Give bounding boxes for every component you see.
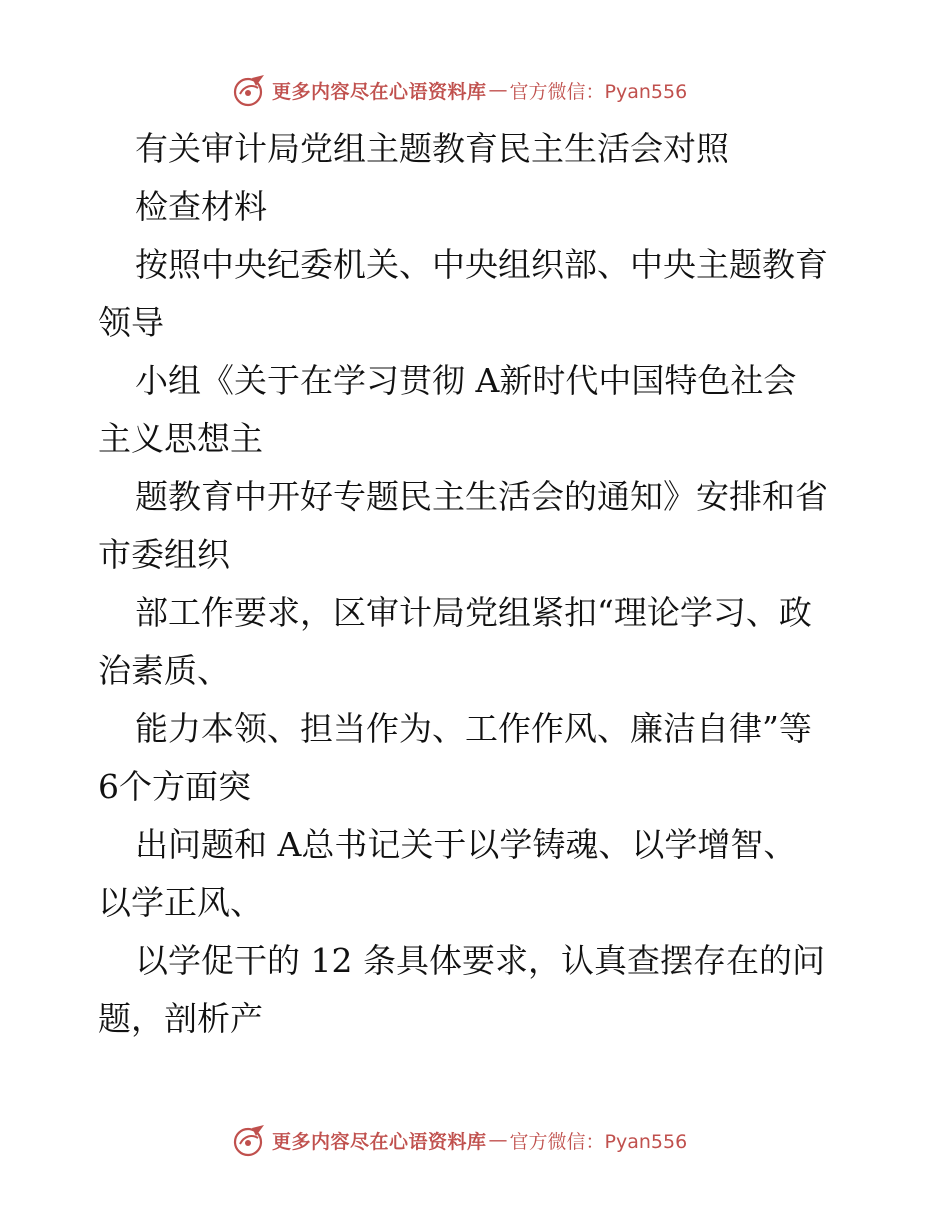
document-line: 小组《关于在学习贯彻 A新时代中国特色社会	[135, 361, 797, 400]
document-body	[98, 120, 858, 1048]
document-line: 题教育中开好专题民主生活会的通知》安排和省	[135, 477, 828, 516]
watermark-site-text: 更多内容尽在心语资料库	[272, 80, 487, 103]
document-line: 出问题和 A总书记关于以学铸魂、以学增智、	[135, 825, 797, 864]
document-line: 部工作要求，区审计局党组紧扣“理论学习、政	[135, 593, 812, 632]
document-line: 主义思想主	[98, 419, 263, 458]
pen-logo-icon	[232, 1122, 268, 1158]
document-line: 以学促干的 12 条具体要求，认真查摆存在的问	[135, 941, 825, 980]
document-line: 有关审计局党组主题教育民主生活会对照	[135, 129, 729, 168]
watermark-wechat-text: 官方微信：Pyan556	[509, 80, 688, 103]
document-line: 能力本领、担当作为、工作作风、廉洁自律”等	[135, 709, 812, 748]
pen-logo-icon	[232, 72, 268, 108]
document-line: 6个方面突	[98, 767, 251, 806]
watermark-wechat-text: 官方微信：Pyan556	[509, 1130, 688, 1153]
document-line: 检查材料	[135, 187, 267, 226]
document-line: 领导	[98, 303, 164, 342]
document-line: 按照中央纪委机关、中央组织部、中央主题教育	[135, 245, 828, 284]
watermark-separator: —	[488, 79, 508, 101]
footer-watermark	[232, 1120, 732, 1160]
header-watermark	[232, 70, 732, 110]
document-line: 题，剖析产	[98, 999, 263, 1038]
document-line: 以学正风、	[98, 883, 263, 922]
document-line: 市委组织	[98, 535, 230, 574]
watermark-site-text: 更多内容尽在心语资料库	[272, 1130, 487, 1153]
document-line: 治素质、	[98, 651, 230, 690]
watermark-separator: —	[488, 1129, 508, 1151]
